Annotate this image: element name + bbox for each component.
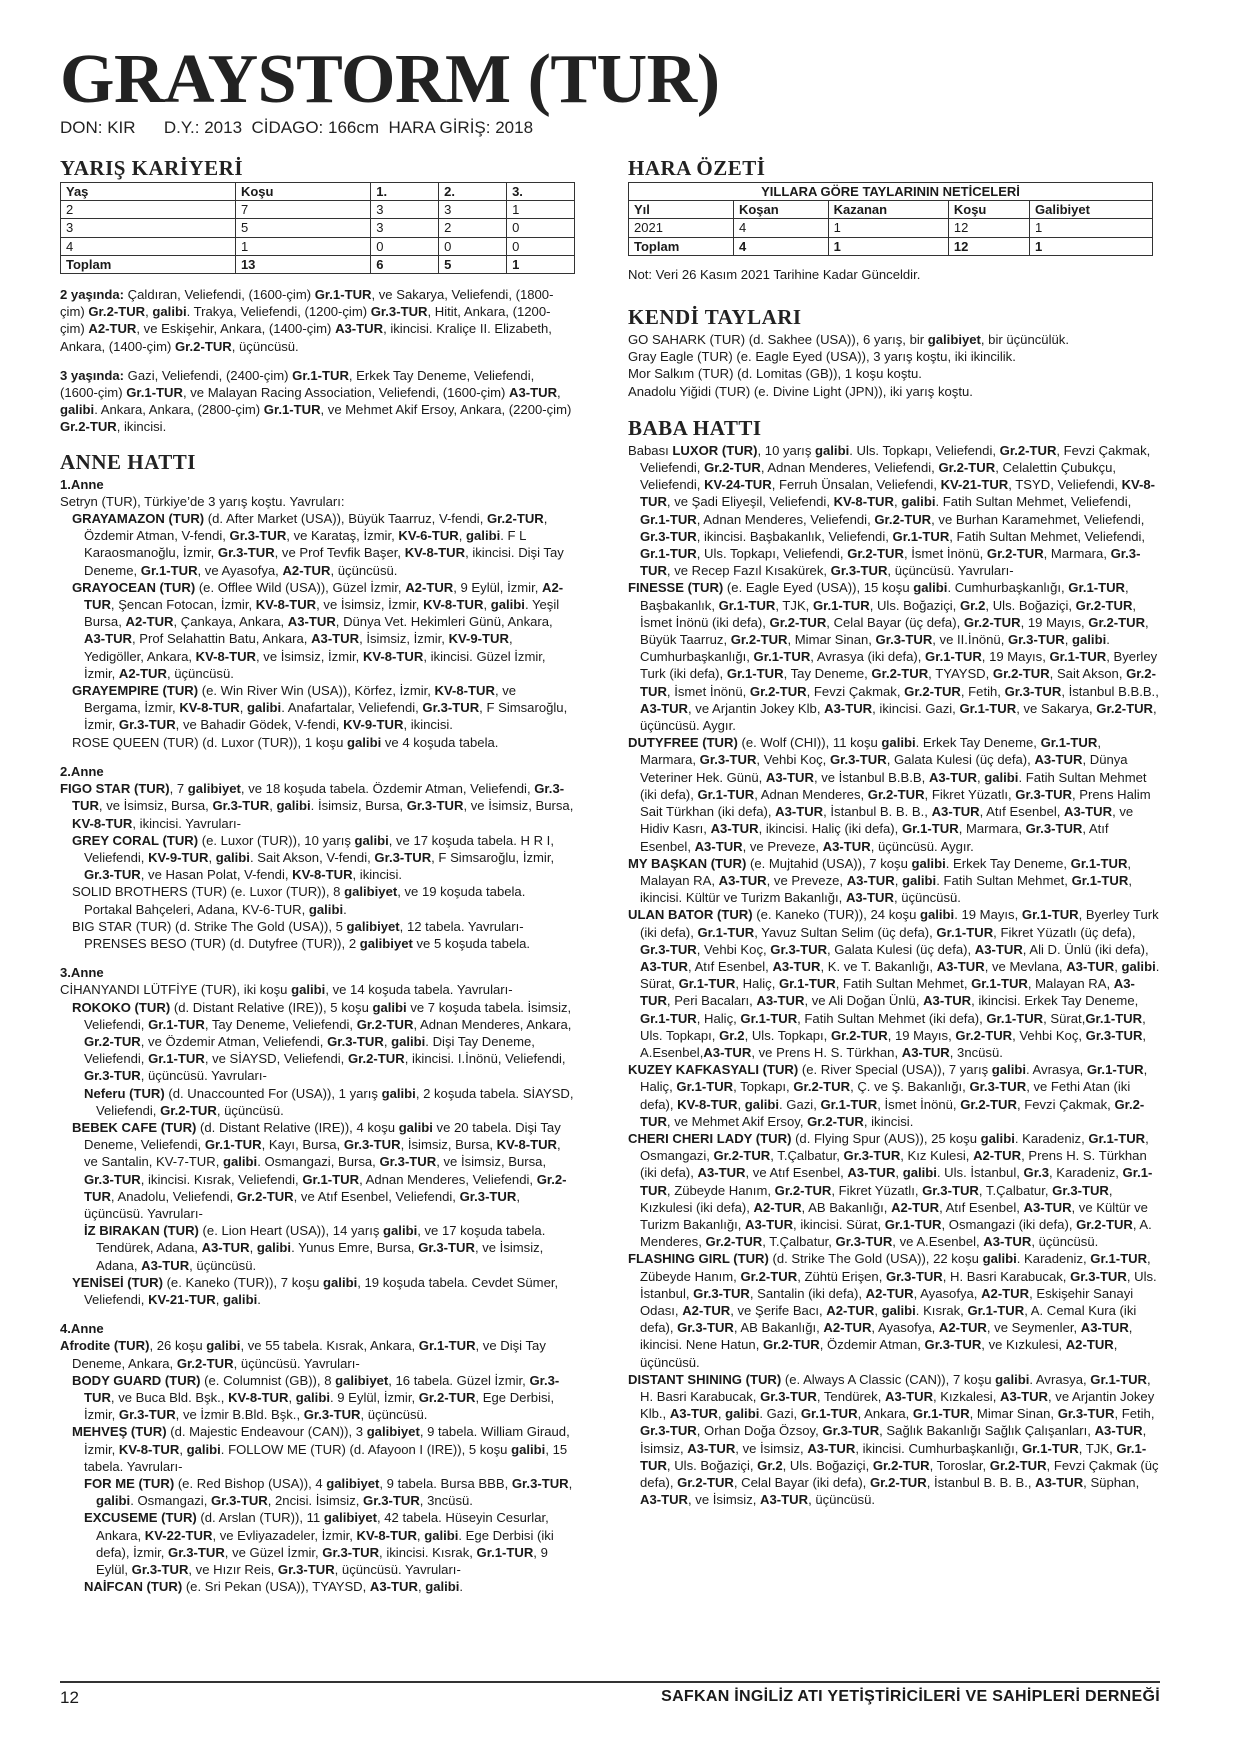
table-cell: 1: [507, 201, 575, 219]
dam-heading: 2.Anne: [60, 763, 104, 779]
table-total-row: [629, 237, 1153, 255]
column-header: 3.: [507, 183, 575, 201]
footer-divider: [60, 1681, 1160, 1683]
pedigree-entry: FIGO STAR (TUR), 7 galibiyet, ve 18 koşuda tabela. Özdemir Atman, Veliefendi, Gr.3-TUR, ve İsimsiz, Bursa, Gr.3-TUR, galibi. İsimsiz, Bursa, Gr.3-TUR, ve İsimsiz, Bursa, KV-8-TUR, ikincisi. Yavruları-: [60, 781, 574, 831]
pedigree-entry: FOR ME (TUR) (e. Red Bishop (USA)), 4 galibiyet, 9 tabela. Bursa BBB, Gr.3-TUR, galibi. Osmangazi, Gr.3-TUR, 2ncisi. İsimsiz, Gr.3-TUR, 3ncüsü.: [84, 1476, 573, 1509]
page-number: 12: [60, 1688, 79, 1707]
table-header-row: [629, 201, 1153, 219]
offspring-item: Gray Eagle (TUR) (e. Eagle Eyed (USA)), 3 yarış koştu, iki ikincilik.: [628, 349, 1016, 365]
table-cell: 5: [235, 219, 370, 237]
table-cell: 0: [507, 219, 575, 237]
table-cell: 12: [948, 237, 1029, 255]
pedigree-entry: NAİFCAN (TUR) (e. Sri Pekan (USA)), TYAYSD, A3-TUR, galibi.: [84, 1579, 464, 1595]
table-cell: 1: [828, 237, 948, 255]
column-header: Koşan: [733, 201, 828, 219]
table-cell: 3: [61, 219, 236, 237]
table-cell: 4: [61, 237, 236, 255]
horse-details: DON: KIR D.Y.: 2013 CİDAGO: 166cm HARA GİRİŞ: 2018: [60, 118, 534, 137]
pedigree-entry: GREY CORAL (TUR) (e. Luxor (TUR)), 10 yarış galibi, ve 17 koşuda tabela. H R I, Veliefendi, KV-9-TUR, galibi. Sait Akson, V-fendi, Gr.3-TUR, F Simsaroğlu, İzmir, Gr.3-TUR, ve Hasan Polat, V-fendi, KV-8-TUR, ikincisi.: [72, 832, 555, 883]
table-cell: 1: [1030, 219, 1153, 237]
table-cell: 1: [235, 237, 370, 255]
pedigree-entry: İZ BIRAKAN (TUR) (e. Lion Heart (USA)), 14 yarış galibi, ve 17 koşuda tabela. Tendürek, Adana, A3-TUR, galibi. Yunus Emre, Bursa, Gr.3-TUR, ve İsimsiz, Adana, A3-TUR, üçüncüsü.: [84, 1223, 546, 1273]
pedigree-entry: BIG STAR (TUR) (d. Strike The Gold (USA)), 5 galibiyet, 12 tabela. Yavruları-: [72, 918, 524, 934]
table-cell: 1: [507, 255, 575, 273]
table-cell: 4: [733, 237, 828, 255]
column-header: Galibiyet: [1030, 201, 1153, 219]
table-row: [61, 237, 575, 255]
column-header: Koşu: [948, 201, 1029, 219]
dam-heading: 4.Anne: [60, 1321, 104, 1337]
table-cell: 4: [733, 219, 828, 237]
association-name: SAFKAN İNGİLİZ ATI YETİŞTİRİCİLERİ VE SAHİPLERİ DERNEĞİ: [661, 1688, 1160, 1705]
sire-line-entry: CHERI CHERI LADY (TUR) (d. Flying Spur (AUS)), 25 koşu galibi. Karadeniz, Gr.1-TUR, Osmangazi, Gr.2-TUR, T.Çalbatur, Gr.3-TUR, Kız Kulesi, A2-TUR, Prens H. S. Türkhan (iki defa), A3-TUR, ve Atıf Esenbel, A3-TUR, galibi. Uls. İstanbul, Gr.3, Karadeniz, Gr.1-TUR, Zübeyde Hanım, Gr.2-TUR, Fikret Yüzatlı, Gr.3-TUR, T.Çalbatur, Gr.3-TUR, Kızkulesi (iki defa), A2-TUR, AB Bakanlığı, A2-TUR, Atıf Esenbel, A3-TUR, ve Kültür ve Turizm Bakanlığı, A3-TUR, ikincisi. Sürat, Gr.1-TUR, Osmangazi (iki defa), Gr.2-TUR, A. Menderes, Gr.2-TUR, T.Çalbatur, Gr.3-TUR, ve A.Esenbel, A3-TUR, üçüncüsü.: [628, 1130, 1153, 1250]
sire-line-entry: FINESSE (TUR) (e. Eagle Eyed (USA)), 15 koşu galibi. Cumhurbaşkanlığı, Gr.1-TUR, Başbakanlık, Gr.1-TUR, TJK, Gr.1-TUR, Uls. Boğaziçi, Gr.2, Uls. Boğaziçi, Gr.2-TUR, İsmet İnönü (iki defa), Gr.2-TUR, Celal Bayar (üç defa), Gr.2-TUR, 19 Mayıs, Gr.2-TUR, Büyük Taarruz, Gr.2-TUR, Mimar Sinan, Gr.3-TUR, ve II.İnönü, Gr.3-TUR, galibi. Cumhurbaşkanlığı, Gr.1-TUR, Avrasya (iki defa), Gr.1-TUR, 19 Mayıs, Gr.1-TUR, Byerley Turk (iki defa), Gr.1-TUR, Tay Deneme, Gr.2-TUR, TYAYSD, Gr.2-TUR, Sait Akson, Gr.2-TUR, İsmet İnönü, Gr.2-TUR, Fevzi Çakmak, Gr.2-TUR, Fetih, Gr.3-TUR, İstanbul B.B.B., A3-TUR, ve Arjantin Jokey Klb, A3-TUR, ikincisi. Gazi, Gr.1-TUR, ve Sakarya, Gr.2-TUR, üçüncüsü. Aygır.: [628, 580, 1159, 734]
dam-heading: 3.Anne: [60, 965, 104, 981]
pedigree-entry: BODY GUARD (TUR) (e. Columnist (GB)), 8 galibiyet, 16 tabela. Güzel İzmir, Gr.3-TUR, ve Buca Bld. Bşk., KV-8-TUR, galibi. 9 Eylül, İzmir, Gr.2-TUR, Ege Derbisi, İzmir, Gr.3-TUR, ve İzmir B.Bld. Bşk., Gr.3-TUR, üçüncüsü.: [72, 1372, 560, 1423]
table-cell: 7: [235, 201, 370, 219]
dam-line: [60, 476, 575, 1596]
sire-line-entry: DISTANT SHINING (TUR) (e. Always A Classic (CAN)), 7 koşu galibi. Avrasya, Gr.1-TUR, H. Basri Karabucak, Gr.3-TUR, Tendürek, A3-TUR, Kızkalesi, A3-TUR, ve Arjantin Jokey Klb., A3-TUR, galibi. Gazi, Gr.1-TUR, Ankara, Gr.1-TUR, Mimar Sinan, Gr.3-TUR, Fetih, Gr.3-TUR, Orhan Doğa Özsoy, Gr.3-TUR, Sağlık Bakanlığı Sağlık Çalışanları, A3-TUR, İsimsiz, A3-TUR, ve İsimsiz, A3-TUR, ikincisi. Cumhurbaşkanlığı, Gr.1-TUR, TJK, Gr.1-TUR, Uls. Boğaziçi, Gr.2, Uls. Boğaziçi, Gr.2-TUR, Toroslar, Gr.2-TUR, Fevzi Çakmak (üç defa), Gr.2-TUR, Celal Bayar (iki defa), Gr.2-TUR, İstanbul B. B. B., A3-TUR, Süphan, A3-TUR, ve İsimsiz, A3-TUR, üçüncüsü.: [628, 1371, 1159, 1508]
pedigree-entry: YENİSEİ (TUR) (e. Kaneko (TUR)), 7 koşu galibi, 19 koşuda tabela. Cevdet Sümer, Veliefendi, KV-21-TUR, galibi.: [72, 1274, 559, 1307]
table-total-row: [61, 255, 575, 273]
table-cell: 3: [371, 219, 439, 237]
right-column: [628, 156, 1160, 1508]
sire-line-entry: DUTYFREE (TUR) (e. Wolf (CHI)), 11 koşu galibi. Erkek Tay Deneme, Gr.1-TUR, Marmara, Gr.3-TUR, Vehbi Koç, Gr.3-TUR, Galata Kulesi (üç defa), A3-TUR, Dünya Veteriner Hek. Günü, A3-TUR, ve İstanbul B.B.B, A3-TUR, galibi. Fatih Sultan Mehmet (iki defa), Gr.1-TUR, Adnan Menderes, Gr.2-TUR, Fikret Yüzatlı, Gr.3-TUR, Prens Halim Sait Türkhan (iki defa), A3-TUR, İstanbul B. B. B., A3-TUR, Atıf Esenbel, A3-TUR, ve Hidiv Kasrı, A3-TUR, ikincisi. Haliç (iki defa), Gr.1-TUR, Marmara, Gr.3-TUR, Atıf Esenbel, A3-TUR, ve Preveze, A3-TUR, üçüncüsü. Aygır.: [628, 735, 1151, 854]
table-cell: 6: [371, 255, 439, 273]
pedigree-entry: ROSE QUEEN (TUR) (d. Luxor (TUR)), 1 koşu galibi ve 4 koşuda tabela.: [72, 734, 499, 750]
sire-line-entry: MY BAŞKAN (TUR) (e. Mujtahid (USA)), 7 koşu galibi. Erkek Tay Deneme, Gr.1-TUR, Malayan RA, A3-TUR, ve Preveze, A3-TUR, galibi. Fatih Sultan Mehmet, Gr.1-TUR, ikincisi. Kültür ve Turizm Bakanlığı, A3-TUR, üçüncüsü.: [628, 855, 1132, 906]
column-header: 2.: [439, 183, 507, 201]
table-cell: 12: [948, 219, 1029, 237]
table-cell: 1: [828, 219, 948, 237]
table-cell: 3: [439, 201, 507, 219]
table-cell: 1: [1030, 237, 1153, 255]
column-header: Yaş: [61, 183, 236, 201]
pedigree-entry: GRAYAMAZON (TUR) (d. After Market (USA)), Büyük Taarruz, V-fendi, Gr.2-TUR, Özdemir Atman, V-fendi, Gr.3-TUR, ve Karataş, İzmir, KV-6-TUR, galibi. F L Karaosmanoğlu, İzmir, Gr.3-TUR, ve Prof Tevfik Başer, KV-8-TUR, ikincisi. Dişi Tay Deneme, Gr.1-TUR, ve Ayasofya, A2-TUR, üçüncüsü.: [72, 511, 564, 578]
section-heading-baba-hatti: BABA HATTI: [628, 415, 762, 440]
sire-line: [628, 442, 1160, 1509]
section-heading-yaris-kariyeri: YARIŞ KARİYERİ: [60, 156, 244, 180]
table-cell: 3: [371, 201, 439, 219]
section-heading-anne-hatti: ANNE HATTI: [60, 449, 196, 474]
sire-line-entry: Babası LUXOR (TUR), 10 yarış galibi. Uls. Topkapı, Veliefendi, Gr.2-TUR, Fevzi Çakmak, Veliefendi, Gr.2-TUR, Adnan Menderes, Veliefendi, Gr.2-TUR, Celalettin Çubukçu, Veliefendi, KV-24-TUR, Ferruh Ünsalan, Veliefendi, KV-21-TUR, TSYD, Veliefendi, KV-8-TUR, ve Şadi Eliyeşil, Veliefendi, KV-8-TUR, galibi. Fatih Sultan Mehmet, Veliefendi, Gr.1-TUR, Adnan Menderes, Veliefendi, Gr.2-TUR, ve Burhan Karamehmet, Veliefendi, Gr.3-TUR, ikincisi. Başbakanlık, Veliefendi, Gr.1-TUR, Fatih Sultan Mehmet, Veliefendi, Gr.1-TUR, Uls. Topkapı, Veliefendi, Gr.2-TUR, İsmet İnönü, Gr.2-TUR, Marmara, Gr.3-TUR, ve Recep Fazıl Kısakürek, Gr.3-TUR, üçüncüsü. Yavruları-: [628, 442, 1156, 579]
offspring-item: GO SAHARK (TUR) (d. Sakhee (USA)), 6 yarış, bir galibiyet, bir üçüncülük.: [628, 332, 1069, 348]
sire-line-entry: ULAN BATOR (TUR) (e. Kaneko (TUR)), 24 koşu galibi. 19 Mayıs, Gr.1-TUR, Byerley Turk (iki defa), Gr.1-TUR, Yavuz Sultan Selim (üç defa), Gr.1-TUR, Fikret Yüzatlı (üç defa), Gr.3-TUR, Vehbi Koç, Gr.3-TUR, Galata Kulesi (üç defa), A3-TUR, Ali D. Ünlü (iki defa), A3-TUR, Atıf Esenbel, A3-TUR, K. ve T. Bakanlığı, A3-TUR, ve Mevlana, A3-TUR, galibi. Sürat, Gr.1-TUR, Haliç, Gr.1-TUR, Fatih Sultan Mehmet, Gr.1-TUR, Malayan RA, A3-TUR, Peri Bacaları, A3-TUR, ve Ali Doğan Ünlü, A3-TUR, ikincisi. Erkek Tay Deneme, Gr.1-TUR, Haliç, Gr.1-TUR, Fatih Sultan Mehmet (iki defa), Gr.1-TUR, Sürat,Gr.1-TUR, Uls. Topkapı, Gr.2, Uls. Topkapı, Gr.2-TUR, 19 Mayıs, Gr.2-TUR, Vehbi Koç, Gr.3-TUR, A.Esenbel,A3-TUR, ve Prens H. S. Türkhan, A3-TUR, 3ncüsü.: [628, 907, 1160, 1060]
table-cell: 0: [439, 237, 507, 255]
pedigree-entry: PRENSES BESO (TUR) (d. Dutyfree (TUR)), 2 galibiyet ve 5 koşuda tabela.: [84, 935, 531, 951]
race-summary-2yo: 2 yaşında: Çaldıran, Veliefendi, (1600-çim) Gr.1-TUR, ve Sakarya, Veliefendi, (1800-çim) Gr.2-TUR, galibi. Trakya, Veliefendi, (1200-çim) Gr.3-TUR, Hitit, Ankara, (1200-çim) A2-TUR, ve Eskişehir, Ankara, (1400-çim) A3-TUR, ikincisi. Kraliçe II. Elizabeth, Ankara, (1400-çim) Gr.2-TUR, üçüncüsü.: [60, 287, 554, 354]
pedigree-entry: EXCUSEME (TUR) (d. Arslan (TUR)), 11 galibiyet, 42 tabela. Hüseyin Cesurlar, Ankara, KV-22-TUR, ve Evliyazadeler, İzmir, KV-8-TUR, galibi. Ege Derbisi (iki defa), İzmir, Gr.3-TUR, ve Güzel İzmir, Gr.3-TUR, ikincisi. Kısrak, Gr.1-TUR, 9 Eylül, Gr.3-TUR, ve Hızır Reis, Gr.3-TUR, üçüncüsü. Yavruları-: [84, 1510, 554, 1578]
section-heading-hara-ozeti: HARA ÖZETİ: [628, 156, 766, 180]
pedigree-entry: GRAYEMPIRE (TUR) (e. Win River Win (USA)), Körfez, İzmir, KV-8-TUR, ve Bergama, İzmir, KV-8-TUR, galibi. Anafartalar, Veliefendi, Gr.3-TUR, F Simsaroğlu, İzmir, Gr.3-TUR, ve Bahadir Gödek, V-fendi, KV-9-TUR, ikincisi.: [72, 683, 568, 733]
offspring-item: Mor Salkım (TUR) (d. Lomitas (GB)), 1 koşu koştu.: [628, 366, 922, 382]
table-row: [61, 219, 575, 237]
table-cell: 13: [235, 255, 370, 273]
pedigree-entry: ROKOKO (TUR) (d. Distant Relative (IRE)), 5 koşu galibi ve 7 koşuda tabela. İsimsiz, Veliefendi, Gr.1-TUR, Tay Deneme, Veliefendi, Gr.2-TUR, Adnan Menderes, Ankara, Gr.2-TUR, ve Özdemir Atman, Veliefendi, Gr.3-TUR, galibi. Dişi Tay Deneme, Veliefendi, Gr.1-TUR, ve SİAYSD, Veliefendi, Gr.2-TUR, ikincisi. I.İnönü, Veliefendi, Gr.3-TUR, üçüncüsü. Yavruları-: [72, 999, 572, 1084]
pedigree-entry: SOLID BROTHERS (TUR) (e. Luxor (TUR)), 8 galibiyet, ve 19 koşuda tabela. Portakal Bahçeleri, Adana, KV-6-TUR, galibi.: [72, 884, 526, 917]
table-cell: 2021: [629, 219, 734, 237]
pedigree-entry: CİHANYANDI LÜTFİYE (TUR), iki koşu galibi, ve 14 koşuda tabela. Yavruları-: [60, 982, 513, 998]
pedigree-entry: GRAYOCEAN (TUR) (e. Offlee Wild (USA)), Güzel İzmir, A2-TUR, 9 Eylül, İzmir, A2-TUR, Şencan Fotocan, İzmir, KV-8-TUR, ve İsimsiz, İzmir, KV-8-TUR, galibi. Yeşil Bursa, A2-TUR, Çankaya, Ankara, A3-TUR, Dünya Vet. Hekimleri Günü, Ankara, A3-TUR, Prof Selahattin Batu, Ankara, A3-TUR, İsimsiz, İzmir, KV-9-TUR, Yedigöller, Ankara, KV-8-TUR, ve İsimsiz, İzmir, KV-8-TUR, ikincisi. Güzel İzmir, İzmir, A2-TUR, üçüncüsü.: [72, 579, 564, 681]
column-header: Kazanan: [828, 201, 948, 219]
data-note: Not: Veri 26 Kasım 2021 Tarihine Kadar Günceldir.: [628, 266, 921, 282]
table-caption-row: [629, 183, 1153, 201]
column-header: Yıl: [629, 201, 734, 219]
table-header-row: [61, 183, 575, 201]
section-heading-kendi-taylari: KENDİ TAYLARI: [628, 305, 802, 330]
table-cell: 5: [439, 255, 507, 273]
pedigree-entry: Neferu (TUR) (d. Unaccounted For (USA)), 1 yarış galibi, 2 koşuda tabela. SİAYSD, Veliefendi, Gr.2-TUR, üçüncüsü.: [84, 1085, 574, 1118]
table-cell: Toplam: [629, 237, 734, 255]
column-header: Koşu: [235, 183, 370, 201]
table-row: [61, 201, 575, 219]
table-row: [629, 219, 1153, 237]
stud-summary-table: [628, 182, 1153, 256]
pedigree-entry: Setryn (TUR), Türkiye’de 3 yarış koştu. Yavruları:: [60, 493, 345, 509]
pedigree-entry: Afrodite (TUR), 26 koşu galibi, ve 55 tabela. Kısrak, Ankara, Gr.1-TUR, ve Dişi Tay Deneme, Ankara, Gr.2-TUR, üçüncüsü. Yavruları-: [60, 1338, 546, 1371]
table-caption: YILLARA GÖRE TAYLARININ NETİCELERİ: [629, 183, 1153, 201]
pedigree-entry: BEBEK CAFE (TUR) (d. Distant Relative (IRE)), 4 koşu galibi ve 20 tabela. Dişi Tay Deneme, Veliefendi, Gr.1-TUR, Kayı, Bursa, Gr.3-TUR, İsimsiz, Bursa, KV-8-TUR, ve Santalin, KV-7-TUR, galibi. Osmangazi, Bursa, Gr.3-TUR, ve İsimsiz, Bursa, Gr.3-TUR, ikincisi. Kısrak, Veliefendi, Gr.1-TUR, Adnan Menderes, Veliefendi, Gr.2-TUR, Anadolu, Veliefendi, Gr.2-TUR, ve Atıf Esenbel, Veliefendi, Gr.3-TUR, üçüncüsü. Yavruları-: [72, 1119, 567, 1221]
dam-heading: 1.Anne: [60, 476, 104, 492]
race-career-table: [60, 182, 575, 274]
left-column: [60, 156, 575, 1595]
table-cell: Toplam: [61, 255, 236, 273]
table-cell: 0: [371, 237, 439, 255]
offspring-item: Anadolu Yiğidi (TUR) (e. Divine Light (JPN)), iki yarış koştu.: [628, 383, 973, 399]
table-cell: 2: [439, 219, 507, 237]
column-header: 1.: [371, 183, 439, 201]
sire-line-entry: FLASHING GIRL (TUR) (d. Strike The Gold (USA)), 22 koşu galibi. Karadeniz, Gr.1-TUR, Zübeyde Hanım, Gr.2-TUR, Zühtü Erişen, Gr.3-TUR, H. Basri Karabucak, Gr.3-TUR, Uls. İstanbul, Gr.3-TUR, Santalin (iki defa), A2-TUR, Ayasofya, A2-TUR, Eskişehir Sanayi Odası, A2-TUR, ve Şerife Bacı, A2-TUR, galibi. Kısrak, Gr.1-TUR, A. Cemal Kura (iki defa), Gr.3-TUR, AB Bakanlığı, A2-TUR, Ayasofya, A2-TUR, ve Seymenler, A3-TUR, ikincisi. Nene Hatun, Gr.2-TUR, Özdemir Atman, Gr.3-TUR, ve Kızkulesi, A2-TUR, üçüncüsü.: [628, 1251, 1157, 1370]
race-summary-3yo: 3 yaşında: Gazi, Veliefendi, (2400-çim) Gr.1-TUR, Erkek Tay Deneme, Veliefendi, (1600-çim) Gr.1-TUR, ve Malayan Racing Association, Veliefendi, (1600-çim) A3-TUR, galibi. Ankara, Ankara, (2800-çim) Gr.1-TUR, ve Mehmet Akif Ersoy, Ankara, (2200-çim) Gr.2-TUR, ikincisi.: [60, 367, 572, 435]
horse-title: GRAYSTORM (TUR): [60, 41, 720, 118]
sire-line-entry: KUZEY KAFKASYALI (TUR) (e. River Special (USA)), 7 yarış galibi. Avrasya, Gr.1-TUR, Haliç, Gr.1-TUR, Topkapı, Gr.2-TUR, Ç. ve Ş. Bakanlığı, Gr.3-TUR, ve Fethi Atan (iki defa), KV-8-TUR, galibi. Gazi, Gr.1-TUR, İsmet İnönü, Gr.2-TUR, Fevzi Çakmak, Gr.2-TUR, ve Mehmet Akif Ersoy, Gr.2-TUR, ikincisi.: [628, 1062, 1148, 1129]
pedigree-entry: MEHVEŞ (TUR) (d. Majestic Endeavour (CAN)), 3 galibiyet, 9 tabela. William Giraud, İzmir, KV-8-TUR, galibi. FOLLOW ME (TUR) (d. Afayoon I (IRE)), 5 koşu galibi, 15 tabela. Yavruları-: [72, 1424, 570, 1474]
table-cell: 0: [507, 237, 575, 255]
table-cell: 2: [61, 201, 236, 219]
